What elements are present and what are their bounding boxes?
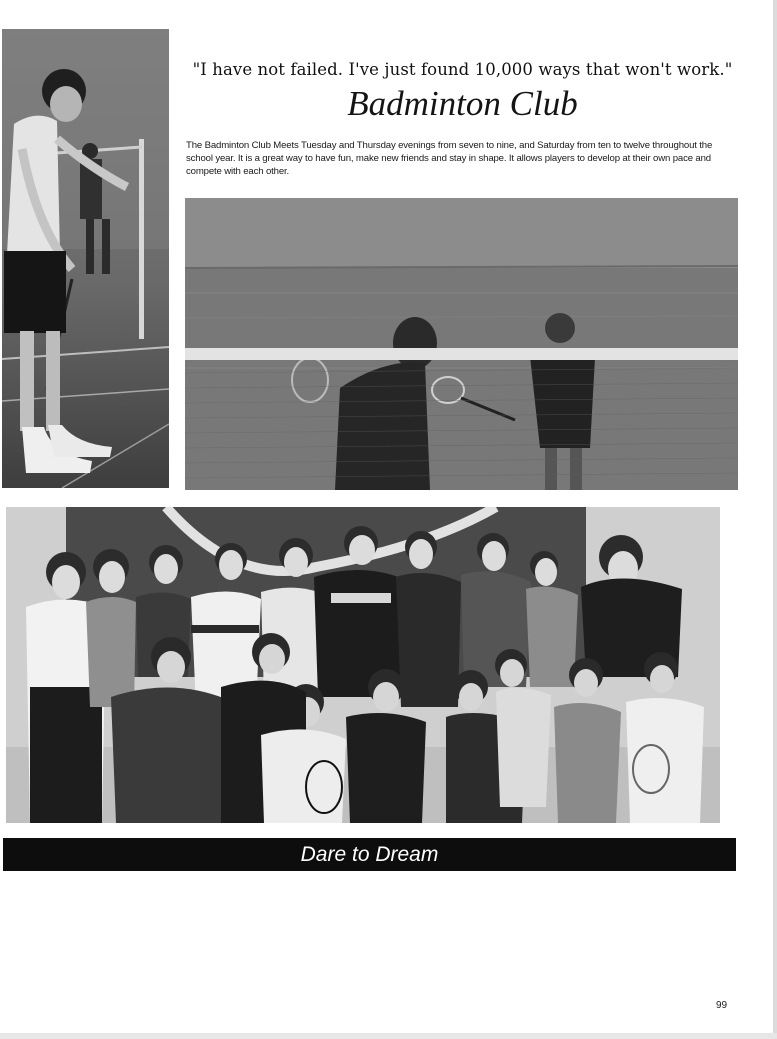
club-description: The Badminton Club Meets Tuesday and Thursday evenings from seven to nine, and Saturday from ten to twelve throughout the school year. It is a great way to have fun, make new friends and stay in shape. It allows players to develop at their own pace and compete with each other. [186, 140, 713, 178]
motto-banner [3, 838, 736, 871]
photo-players-at-net [185, 198, 738, 490]
photo-club-group [6, 507, 720, 823]
motto-text: Dare to Dream [300, 842, 439, 866]
page-bottom-edge [0, 1033, 777, 1039]
page-edge [773, 0, 777, 1039]
photo-player-at-net [2, 29, 169, 488]
page-title: Badminton Club [347, 84, 578, 123]
page-number: 99 [716, 1000, 728, 1011]
quote: "I have not failed. I've just found 10,000 ways that won't work." [192, 60, 733, 79]
